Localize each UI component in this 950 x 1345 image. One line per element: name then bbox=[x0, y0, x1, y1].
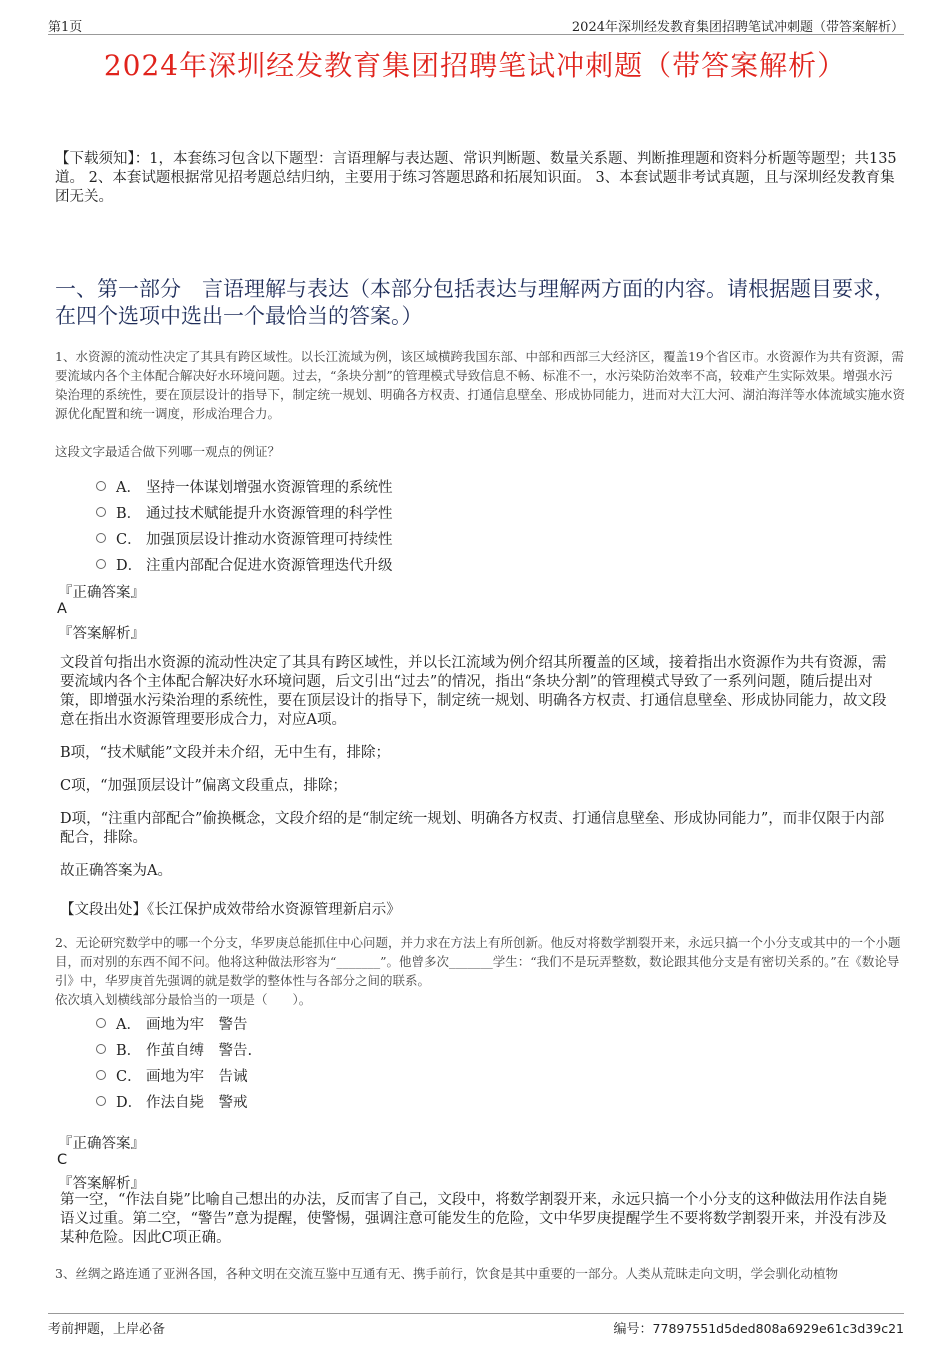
question-3-text: 3、丝绸之路连通了亚洲各国，各种文明在交流互鉴中互通有无、携手前行，饮食是其中重要的一部分。人类从荒昧走向文明，学会驯化动植物 bbox=[55, 1266, 838, 1281]
question-2-analysis: 第一空，“作法自毙”比喻自己想出的办法，反而害了自己，文段中，将数学割裂开来，永远只搞一个小分支的这种做法用作法自毙语义过重。第二空，“警告”意为提醒，使警惕，强调注意可能发生的危险，文中华罗庚提醒学生不要将数学割裂开来，并没有涉及某种危险。因此C项正确。 bbox=[60, 1192, 887, 1246]
question-2-option-a[interactable]: A． 画地为牢 警告 bbox=[96, 1010, 252, 1036]
analysis-paragraph: 文段首句指出水资源的流动性决定了其具有跨区域性，并以长江流域为例介绍其所覆盖的区域，接着指出水资源作为共有资源，需要流域内各个主体配合解决好水环境问题，后文引出“过去”的情况，指出“条块分割”的管理模式导致了一系列问题，随后提出对策，即增强水污染治理的系统性，要在顶层设计的指导下，制定统一规划、明确各方权责、打通信息壁垒、形成协同能力，故文段意在指出水资源管理要形成合力，对应A项。 bbox=[60, 655, 887, 728]
radio-icon[interactable] bbox=[96, 481, 106, 491]
analysis-paragraph: B项，“技术赋能”文段并未介绍，无中生有，排除； bbox=[60, 745, 390, 761]
radio-icon[interactable] bbox=[96, 1018, 106, 1028]
analysis-paragraph: C项，“加强顶层设计”偏离文段重点，排除； bbox=[60, 778, 347, 794]
radio-icon[interactable] bbox=[96, 507, 106, 517]
radio-icon[interactable] bbox=[96, 1096, 106, 1106]
page-number: 第1页 bbox=[48, 20, 83, 35]
question-1-answer-tag: 『正确答案』 bbox=[58, 585, 145, 601]
radio-icon[interactable] bbox=[96, 559, 106, 569]
section-heading: 一、第一部分 言语理解与表达（本部分包括表达与理解两方面的内容。请根据题目要求，在四个选项中选出一个最恰当的答案。） bbox=[55, 277, 895, 328]
analysis-paragraph: 故正确答案为A。 bbox=[60, 863, 172, 879]
header-doc-title: 2024年深圳经发教育集团招聘笔试冲刺题（带答案解析） bbox=[571, 20, 904, 35]
question-2-options bbox=[96, 1010, 252, 1114]
question-2-answer: C bbox=[57, 1152, 68, 1168]
question-1-option-d[interactable]: D． 注重内部配合促进水资源管理迭代升级 bbox=[96, 551, 393, 577]
download-notice: 【下载须知】：1，本套练习包含以下题型：言语理解与表达题、常识判断题、数量关系题、判断推理题和资料分析题等题型；共135道。 2、本套试题根据常见招考题总结归纳，主要用于练习答题思路和拓展知识面。 3、本套试题非考试真题，且与深圳经发教育集团无关。 bbox=[55, 151, 897, 205]
question-1-options bbox=[96, 473, 393, 577]
question-1-text: 1、水资源的流动性决定了其具有跨区域性。以长江流域为例，该区域横跨我国东部、中部和西部三大经济区，覆盖19个省区市。水资源作为共有资源，需要流域内各个主体配合解决好水环境问题。过去，“条块分割”的管理模式导致信息不畅、标准不一，水污染防治效率不高，较难产生实际效果。增强水污染治理的系统性，要在顶层设计的指导下，制定统一规划、明确各方权责、打通信息壁垒、形成协同能力，进而对大江大河、湖泊海洋等水体流域实施水资源优化配置和统一调度，形成治理合力。 bbox=[55, 349, 906, 421]
page-header bbox=[48, 14, 904, 35]
radio-icon[interactable] bbox=[96, 1044, 106, 1054]
question-2-option-b[interactable]: B． 作茧自缚 警告. bbox=[96, 1036, 252, 1062]
question-1-analysis bbox=[60, 654, 895, 895]
question-1-analysis-tag: 『答案解析』 bbox=[58, 626, 145, 642]
question-2-text: 2、无论研究数学中的哪一个分支，华罗庚总能抓住中心问题，并力求在方法上有所创新。他反对将数学割裂开来，永远只搞一个小分支或其中的一个小题目，而对别的东西不闻不问。他将这种做法形容为“_______”。他曾多次_______学生：“我们不是玩弄整数，数论跟其他分支是有密切关系的。”在《数论导引》中，华罗庚首先强调的就是数学的整体性与各部分之间的联系。 bbox=[55, 935, 901, 988]
question-1-source: 【文段出处】《长江保护成效带给水资源管理新启示》 bbox=[60, 902, 401, 918]
question-1-prompt: 这段文字最适合做下列哪一观点的例证？ bbox=[55, 444, 281, 459]
question-2-option-d[interactable]: D． 作法自毙 警戒 bbox=[96, 1088, 252, 1114]
question-2-prompt: 依次填入划横线部分最恰当的一项是（ ）。 bbox=[55, 992, 312, 1007]
page-footer bbox=[48, 1313, 904, 1336]
analysis-paragraph: D项，“注重内部配合”偷换概念，文段介绍的是“制定统一规划、明确各方权责、打通信息壁垒、形成协同能力”，而非仅限于内部配合，排除。 bbox=[60, 811, 885, 846]
question-2-analysis-tag: 『答案解析』 bbox=[58, 1176, 145, 1192]
footer-slogan: 考前押题，上岸必备 bbox=[48, 1322, 166, 1337]
page-title: 2024年深圳经发教育集团招聘笔试冲刺题（带答案解析） bbox=[103, 49, 847, 82]
question-2-answer-tag: 『正确答案』 bbox=[58, 1136, 145, 1152]
question-1-option-a[interactable]: A． 坚持一体谋划增强水资源管理的系统性 bbox=[96, 473, 393, 499]
footer-code: 编号：77897551d5ded808a6929e61c3d39c21 bbox=[613, 1321, 904, 1337]
radio-icon[interactable] bbox=[96, 533, 106, 543]
question-1-option-c[interactable]: C． 加强顶层设计推动水资源管理可持续性 bbox=[96, 525, 393, 551]
question-1-answer: A bbox=[57, 601, 67, 617]
question-1-option-b[interactable]: B． 通过技术赋能提升水资源管理的科学性 bbox=[96, 499, 393, 525]
question-2-option-c[interactable]: C． 画地为牢 告诫 bbox=[96, 1062, 252, 1088]
radio-icon[interactable] bbox=[96, 1070, 106, 1080]
